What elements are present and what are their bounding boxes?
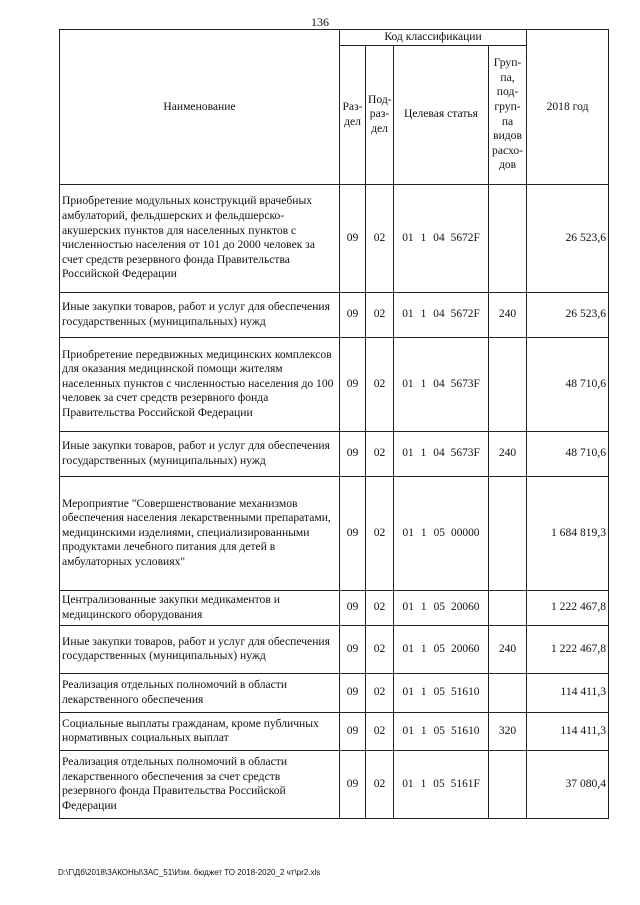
target-article-part: 01 xyxy=(402,724,414,737)
target-article-part: 01 xyxy=(402,686,414,699)
target-article-part: 5673F xyxy=(450,377,480,390)
row-podrazdel: 02 xyxy=(366,750,394,818)
header-podrazdel: Под-раз-дел xyxy=(366,45,394,184)
row-amount: 26 523,6 xyxy=(527,184,609,292)
row-target-article xyxy=(394,625,489,673)
row-name: Иные закупки товаров, работ и услуг для обеспечения государственных (муниципальных) нужд xyxy=(60,292,340,337)
row-podrazdel: 02 xyxy=(366,337,394,431)
table-body xyxy=(60,184,609,818)
row-expense-group: 320 xyxy=(489,712,527,750)
row-razdel: 09 xyxy=(340,750,366,818)
row-amount: 48 710,6 xyxy=(527,337,609,431)
row-target-article xyxy=(394,750,489,818)
header-group: Груп-па, под-груп-па видов расхо-дов xyxy=(489,45,527,184)
target-article-part: 04 xyxy=(433,377,445,390)
row-target-article xyxy=(394,590,489,625)
table-row xyxy=(60,337,609,431)
target-article-part: 1 xyxy=(420,777,427,790)
row-podrazdel: 02 xyxy=(366,673,394,712)
row-name: Мероприятие "Совершенствование механизмов обеспечения населения лекарственными препаратами, медицинскими изделиями, специализированными продуктами лечебного питания для детей в амбулаторных условиях" xyxy=(60,476,340,590)
row-name: Реализация отдельных полномочий в области лекарственного обеспечения xyxy=(60,673,340,712)
row-expense-group xyxy=(489,337,527,431)
target-article-part: 1 xyxy=(420,642,427,655)
row-name: Приобретение передвижных медицинских комплексов для оказания медицинской помощи жителям населенных пунктов с численностью населения до 100 человек за счет средств резервного фонда Правительства Российской Федерации xyxy=(60,337,340,431)
row-podrazdel: 02 xyxy=(366,292,394,337)
row-target-article xyxy=(394,431,489,476)
target-article-part: 1 xyxy=(420,686,427,699)
target-article-part: 04 xyxy=(433,308,445,321)
row-name: Социальные выплаты гражданам, кроме публичных нормативных социальных выплат xyxy=(60,712,340,750)
header-name: Наименование xyxy=(60,30,340,185)
file-path-footer: D:\Г\Дб\2018\ЗАКОНЫ\ЗАС_51\Изм. бюджет ТО 2018-2020_2 чт\pr2.xls xyxy=(58,868,321,877)
target-article-part: 5161F xyxy=(450,777,480,790)
target-article-part: 01 xyxy=(402,777,414,790)
row-razdel: 09 xyxy=(340,590,366,625)
row-expense-group: 240 xyxy=(489,431,527,476)
row-target-article xyxy=(394,337,489,431)
row-razdel: 09 xyxy=(340,184,366,292)
target-article-part: 05 xyxy=(433,686,445,699)
row-name: Иные закупки товаров, работ и услуг для обеспечения государственных (муниципальных) нужд xyxy=(60,625,340,673)
row-amount: 1 222 467,8 xyxy=(527,625,609,673)
target-article-part: 1 xyxy=(420,724,427,737)
row-target-article xyxy=(394,712,489,750)
target-article-part: 01 xyxy=(402,526,414,539)
page-number: 136 xyxy=(311,15,329,29)
target-article-part: 05 xyxy=(433,642,445,655)
row-amount: 48 710,6 xyxy=(527,431,609,476)
table-row xyxy=(60,673,609,712)
target-article-part: 1 xyxy=(420,231,427,244)
row-razdel: 09 xyxy=(340,292,366,337)
target-article-part: 01 xyxy=(402,308,414,321)
row-podrazdel: 02 xyxy=(366,712,394,750)
target-article-part: 5672F xyxy=(450,231,480,244)
target-article-part: 01 xyxy=(402,231,414,244)
table-row xyxy=(60,431,609,476)
header-row-top xyxy=(60,30,609,46)
row-amount: 1 222 467,8 xyxy=(527,590,609,625)
row-podrazdel: 02 xyxy=(366,184,394,292)
row-podrazdel: 02 xyxy=(366,476,394,590)
row-amount: 37 080,4 xyxy=(527,750,609,818)
target-article-part: 20060 xyxy=(451,642,480,655)
table-row xyxy=(60,184,609,292)
target-article-part: 05 xyxy=(433,777,445,790)
header-razdel: Раз-дел xyxy=(340,45,366,184)
table-row xyxy=(60,712,609,750)
target-article-part: 05 xyxy=(433,526,445,539)
row-razdel: 09 xyxy=(340,625,366,673)
row-podrazdel: 02 xyxy=(366,625,394,673)
header-year: 2018 год xyxy=(527,30,609,185)
row-amount: 26 523,6 xyxy=(527,292,609,337)
row-name: Реализация отдельных полномочий в области лекарственного обеспечения за счет средств резервного фонда Правительства Российской Федерации xyxy=(60,750,340,818)
row-razdel: 09 xyxy=(340,673,366,712)
row-amount: 114 411,3 xyxy=(527,673,609,712)
table-row xyxy=(60,625,609,673)
row-expense-group xyxy=(489,590,527,625)
target-article-part: 1 xyxy=(420,526,427,539)
target-article-part: 01 xyxy=(402,601,414,614)
table-row xyxy=(60,750,609,818)
row-amount: 1 684 819,3 xyxy=(527,476,609,590)
target-article-part: 51610 xyxy=(451,686,480,699)
target-article-part: 1 xyxy=(420,308,427,321)
target-article-part: 00000 xyxy=(451,526,480,539)
row-target-article xyxy=(394,673,489,712)
row-expense-group: 240 xyxy=(489,292,527,337)
budget-table xyxy=(59,29,609,819)
table-row xyxy=(60,292,609,337)
row-expense-group xyxy=(489,476,527,590)
target-article-part: 04 xyxy=(433,447,445,460)
row-expense-group xyxy=(489,184,527,292)
row-target-article xyxy=(394,184,489,292)
header-classification: Код классификации xyxy=(340,30,527,46)
target-article-part: 1 xyxy=(420,601,427,614)
target-article-part: 5672F xyxy=(450,308,480,321)
target-article-part: 04 xyxy=(433,231,445,244)
row-expense-group xyxy=(489,750,527,818)
row-podrazdel: 02 xyxy=(366,431,394,476)
table-row xyxy=(60,476,609,590)
row-name: Иные закупки товаров, работ и услуг для обеспечения государственных (муниципальных) нужд xyxy=(60,431,340,476)
row-name: Централизованные закупки медикаментов и медицинского оборудования xyxy=(60,590,340,625)
header-target: Целевая статья xyxy=(394,45,489,184)
row-target-article xyxy=(394,292,489,337)
target-article-part: 01 xyxy=(402,642,414,655)
target-article-part: 05 xyxy=(433,724,445,737)
row-expense-group: 240 xyxy=(489,625,527,673)
target-article-part: 20060 xyxy=(451,601,480,614)
target-article-part: 01 xyxy=(402,447,414,460)
table-row xyxy=(60,590,609,625)
target-article-part: 51610 xyxy=(451,724,480,737)
row-amount: 114 411,3 xyxy=(527,712,609,750)
target-article-part: 1 xyxy=(420,447,427,460)
row-name: Приобретение модульных конструкций врачебных амбулаторий, фельдшерских и фельдшерско-акушерских пунктов для населенных пунктов с численностью населения от 101 до 2000 человек за счет средств резервного фонда Правительства Российской Федерации xyxy=(60,184,340,292)
target-article-part: 05 xyxy=(433,601,445,614)
row-target-article xyxy=(394,476,489,590)
target-article-part: 01 xyxy=(402,377,414,390)
row-razdel: 09 xyxy=(340,431,366,476)
row-expense-group xyxy=(489,673,527,712)
row-razdel: 09 xyxy=(340,712,366,750)
target-article-part: 5673F xyxy=(450,447,480,460)
target-article-part: 1 xyxy=(420,377,427,390)
row-razdel: 09 xyxy=(340,476,366,590)
row-razdel: 09 xyxy=(340,337,366,431)
row-podrazdel: 02 xyxy=(366,590,394,625)
